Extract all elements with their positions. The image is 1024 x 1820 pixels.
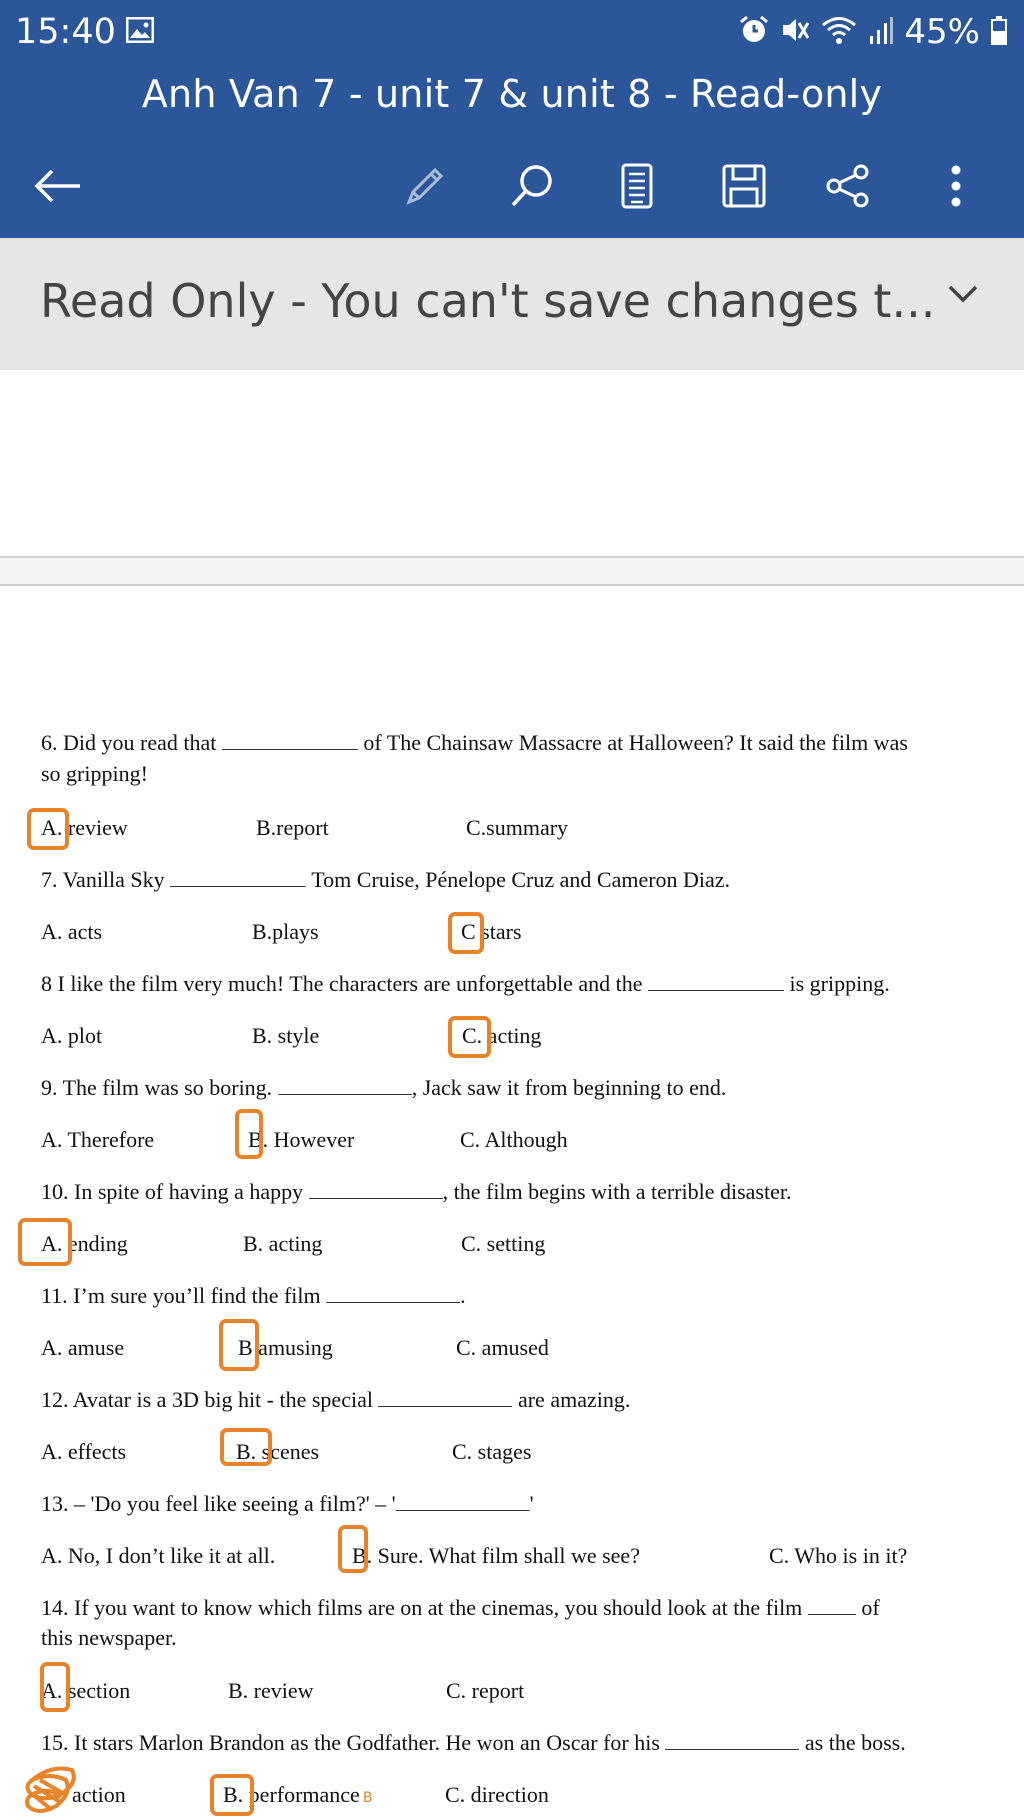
answer-mark [18, 1218, 72, 1266]
question-text: 10. In spite of having a happy [41, 1179, 304, 1204]
option-c: C. stages [452, 1439, 532, 1464]
option-a: A. No, I don’t like it at all. [41, 1543, 276, 1568]
read-only-message: Read Only - You can't save changes t... [40, 274, 936, 328]
option-b: B. scenes [236, 1439, 320, 1464]
question-text: ' [529, 1491, 534, 1516]
question-text: 14. If you want to know which films are on at the cinemas, you should look at the film [41, 1595, 803, 1620]
option-a: A. amuse [41, 1335, 125, 1360]
question-text: of The Chainsaw Massacre at Halloween? It said the film was [363, 730, 908, 755]
option-c: C. direction [445, 1782, 549, 1807]
search-icon[interactable] [500, 154, 564, 218]
answer-mark [219, 1319, 259, 1371]
alarm-icon [738, 14, 770, 50]
option-b: B.plays [252, 919, 319, 944]
question-text: 9. The film was so boring. [41, 1075, 273, 1100]
option-a: A. review [41, 815, 128, 840]
answer-blank [665, 1749, 799, 1750]
option-b: B. review [228, 1678, 314, 1703]
handwritten-note: B [362, 1790, 373, 1806]
question-text: are amazing. [517, 1387, 631, 1412]
question-text: 12. Avatar is a 3D big hit - the special [41, 1387, 373, 1412]
option-c: C. report [446, 1678, 525, 1703]
answer-mark [40, 1662, 70, 1712]
answer-blank [326, 1302, 460, 1303]
question-text: 7. Vanilla Sky [41, 867, 165, 892]
status-time: 15:40 [15, 12, 116, 52]
answer-blank [278, 1094, 412, 1095]
question-6-continued: so gripping! [41, 761, 148, 786]
option-a: A. section [41, 1678, 131, 1703]
status-bar [0, 0, 1024, 62]
battery-level: 45% [904, 12, 980, 52]
question-10 [41, 1179, 791, 1205]
option-c: C stars [461, 919, 522, 944]
answer-mark [338, 1525, 368, 1573]
option-b-label: B. performance [223, 1782, 360, 1807]
more-icon[interactable] [924, 154, 988, 218]
option-a: A. acts [41, 919, 103, 944]
answer-blank [170, 886, 306, 887]
question-text: , Jack saw it from beginning to end. [411, 1075, 727, 1100]
question-14 [41, 1595, 880, 1621]
answer-mark [210, 1774, 254, 1816]
question-text: 13. – 'Do you feel like seeing a film?' – ' [41, 1491, 396, 1516]
mute-icon [780, 14, 810, 50]
reading-view-icon[interactable] [605, 154, 669, 218]
signal-icon [868, 14, 894, 50]
option-b: B. style [252, 1023, 320, 1048]
answer-mark [235, 1109, 263, 1159]
option-b: B amusing [238, 1335, 333, 1360]
question-text: 6. Did you read that [41, 730, 217, 755]
battery-icon [990, 14, 1008, 50]
document-page[interactable] [0, 586, 1024, 1820]
option-a: A. plot [41, 1023, 103, 1048]
question-text: 15. It stars Marlon Brandon as the Godfather. He won an Oscar for his [41, 1730, 660, 1755]
answer-mark [27, 808, 69, 850]
answer-blank [808, 1614, 856, 1615]
question-8 [41, 971, 890, 997]
option-a: A. effects [41, 1439, 127, 1464]
option-c: C. Although [460, 1127, 568, 1152]
option-b: B. However [248, 1127, 355, 1152]
answer-blank [648, 990, 784, 991]
back-arrow-icon[interactable] [26, 154, 90, 218]
option-c: C.summary [466, 815, 569, 840]
system-icons [738, 12, 1008, 52]
gallery-icon [126, 17, 154, 47]
question-text: 11. I’m sure you’ll find the film [41, 1283, 321, 1308]
question-text: of [861, 1595, 880, 1620]
answer-blank [378, 1406, 512, 1407]
question-11 [41, 1283, 466, 1309]
question-14-continued: this newspaper. [41, 1625, 177, 1650]
question-9 [41, 1075, 726, 1101]
option-b: B. acting [243, 1231, 323, 1256]
chevron-down-icon[interactable] [946, 282, 980, 310]
option-c: C. acting [462, 1023, 542, 1048]
option-c: C. Who is in it? [769, 1543, 908, 1568]
answer-mark [448, 912, 484, 954]
question-12 [41, 1387, 630, 1413]
document-title: Anh Van 7 - unit 7 & unit 8 - Read-only [141, 72, 883, 116]
answer-blank [222, 749, 358, 750]
option-b: B. Sure. What film shall we see? [352, 1543, 640, 1568]
question-6 [41, 730, 908, 756]
answer-blank [309, 1198, 443, 1199]
question-text: , the film begins with a terrible disaster. [442, 1179, 792, 1204]
question-13 [41, 1491, 534, 1517]
share-icon[interactable] [816, 154, 880, 218]
answer-blank [396, 1510, 530, 1511]
question-text: Tom Cruise, Pénelope Cruz and Cameron Diaz. [311, 867, 731, 892]
question-text: is gripping. [789, 971, 890, 996]
option-a: A. Therefore [41, 1127, 155, 1152]
option-b: B.report [256, 815, 329, 840]
option-a: A. ending [41, 1231, 128, 1256]
scribble-mark [20, 1762, 80, 1820]
pencil-icon[interactable] [393, 154, 457, 218]
question-text: as the boss. [804, 1730, 906, 1755]
option-c: C. setting [461, 1231, 546, 1256]
question-7 [41, 867, 730, 893]
question-text: 8 I like the film very much! The characters are unforgettable and the [41, 971, 643, 996]
answer-mark [448, 1016, 491, 1058]
question-15 [41, 1730, 906, 1756]
save-icon[interactable] [712, 154, 776, 218]
page-bottom-margin [0, 370, 1024, 558]
answer-mark [220, 1428, 272, 1466]
read-only-banner[interactable] [0, 238, 1024, 370]
app-header [0, 62, 1024, 238]
page-separator [0, 556, 1024, 586]
wifi-icon [820, 14, 858, 50]
option-a: action [72, 1782, 126, 1807]
option-c: C. amused [456, 1335, 549, 1360]
question-text: . [460, 1283, 466, 1308]
